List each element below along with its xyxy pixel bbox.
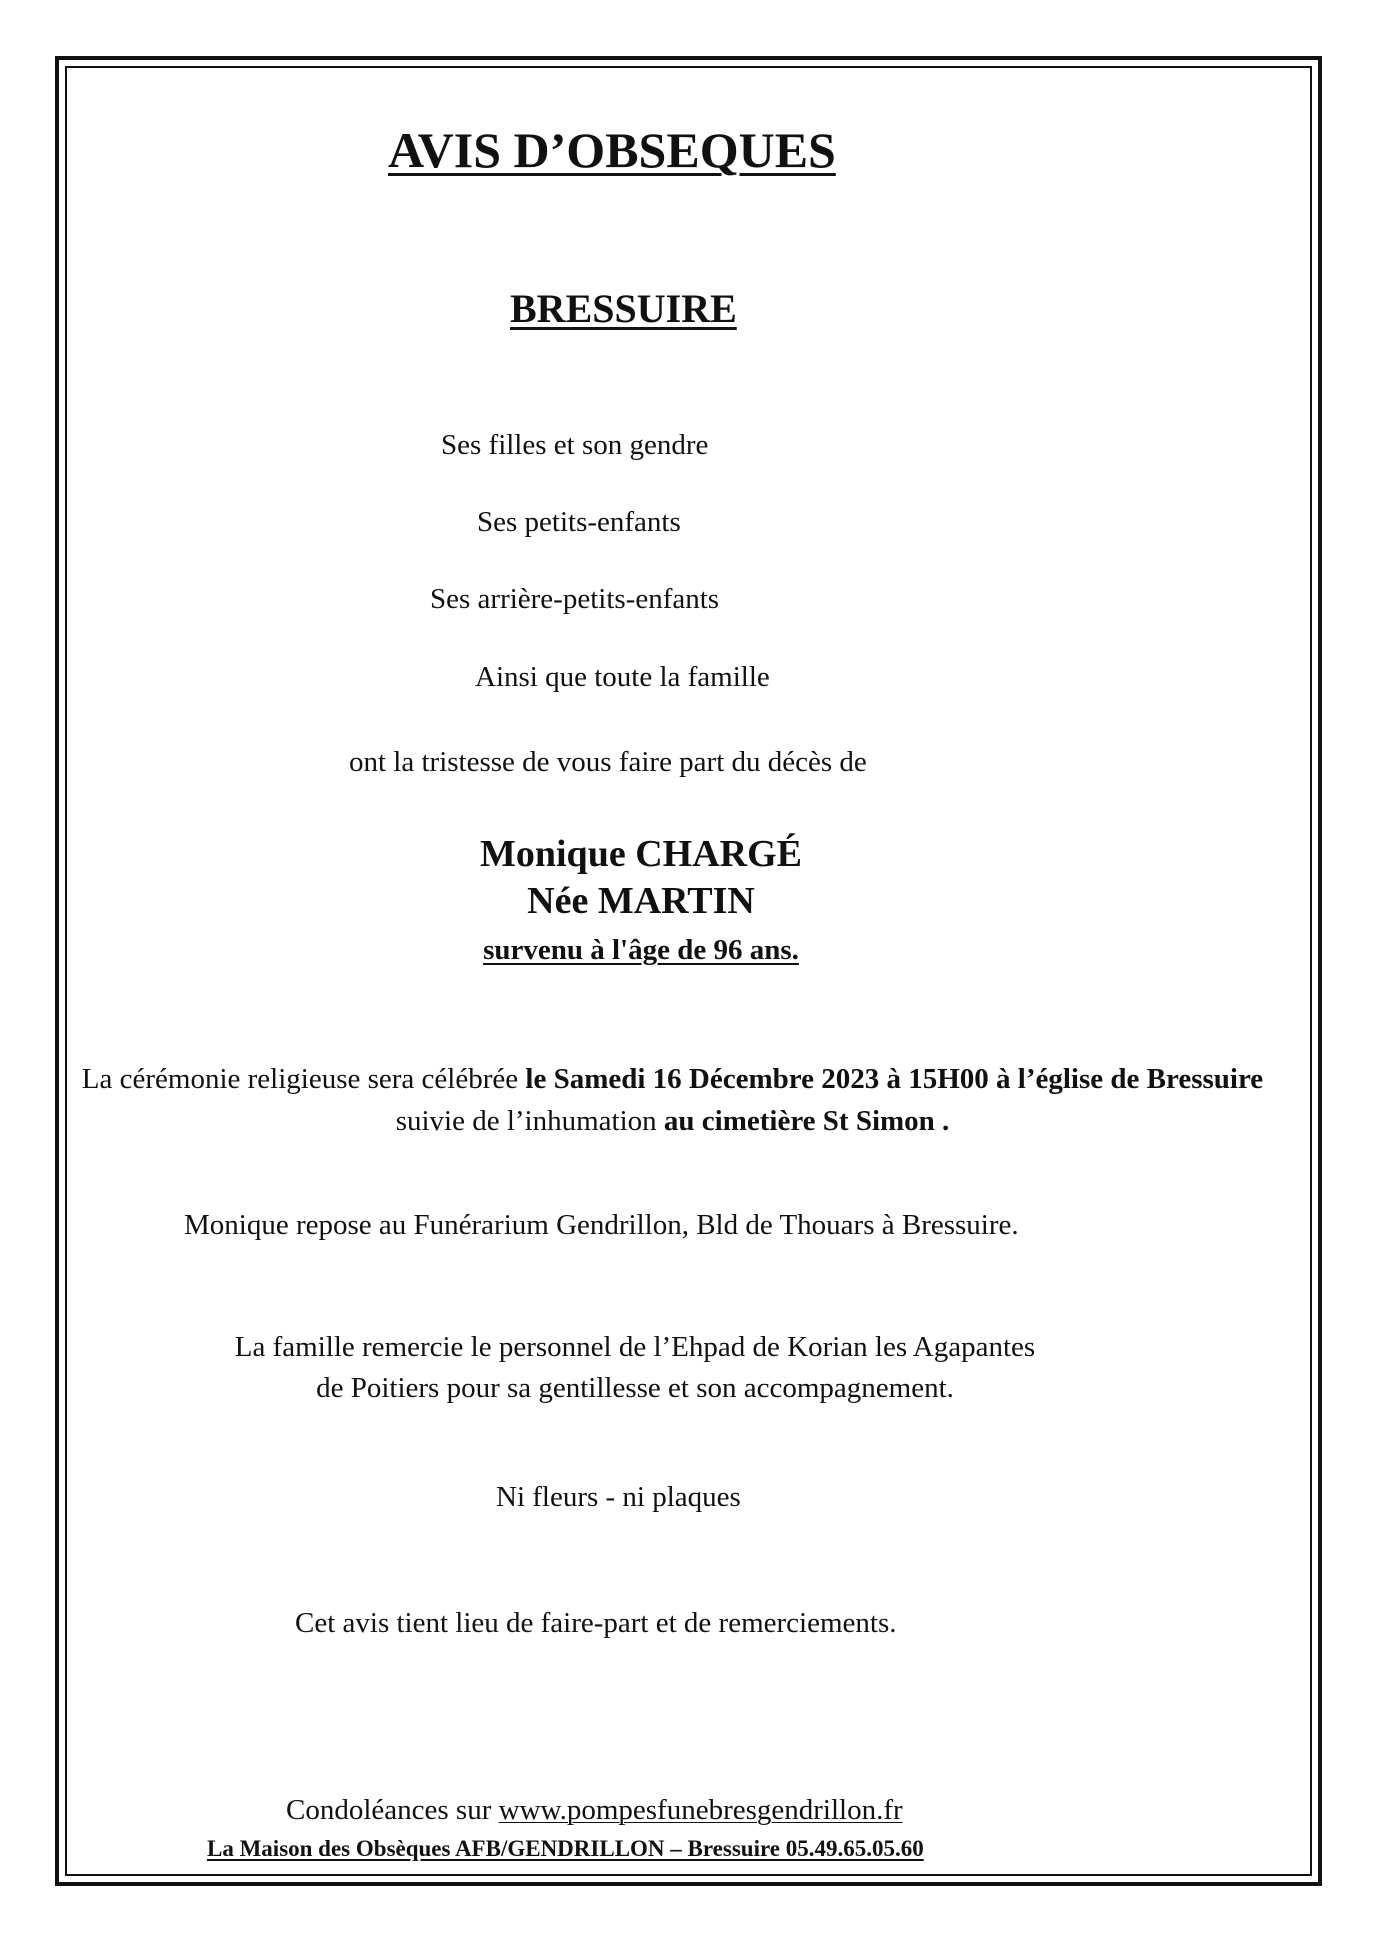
city-heading: BRESSUIRE [510,286,737,331]
no-flowers-text: Ni fleurs - ni plaques [496,1481,741,1513]
deceased-birth-name: Née MARTIN [527,880,755,922]
family-line-whole-family: Ainsi que toute la famille [475,661,770,693]
condolences-link[interactable]: www.pompesfunebresgendrillon.fr [498,1794,903,1826]
ceremony-paragraph [80,1058,1265,1143]
inner-border [65,66,1312,1876]
family-line-grandchildren: Ses petits-enfants [477,506,681,538]
page-title: AVIS D’OBSEQUES [388,122,836,178]
condolences-line [286,1793,903,1828]
family-line-great-grandchildren: Ses arrière-petits-enfants [430,583,720,615]
thanks-line-2: de Poitiers pour sa gentillesse et son accompagnement. [316,1371,954,1404]
thanks-paragraph [120,1327,1150,1408]
notice-text: Cet avis tient lieu de faire-part et de remerciements. [295,1607,897,1639]
thanks-line-1: La famille remercie le personnel de l’Ehpad de Korian les Agapantes [234,1331,1036,1363]
announcement-text: ont la tristesse de vous faire part du décès de [349,746,867,778]
ceremony-middle: suivie de l’inhumation [395,1105,664,1138]
deceased-age: survenu à l'âge de 96 ans. [483,934,799,966]
repose-text: Monique repose au Funérarium Gendrillon, Bld de Thouars à Bressuire. [184,1209,1019,1241]
ceremony-cemetery: au cimetière St Simon . [663,1105,950,1138]
condolences-prefix: Condoléances sur [286,1794,499,1826]
funeral-house-line: La Maison des Obsèques AFB/GENDRILLON – Bressuire 05.49.65.05.60 [207,1836,924,1861]
deceased-name: Monique CHARGÉ [480,833,802,875]
family-line-daughters: Ses filles et son gendre [441,429,709,461]
ceremony-date-place: le Samedi 16 Décembre 2023 à 15H00 à l’église de Bressuire [525,1063,1264,1095]
ceremony-intro: La cérémonie religieuse sera célébrée [81,1063,526,1095]
